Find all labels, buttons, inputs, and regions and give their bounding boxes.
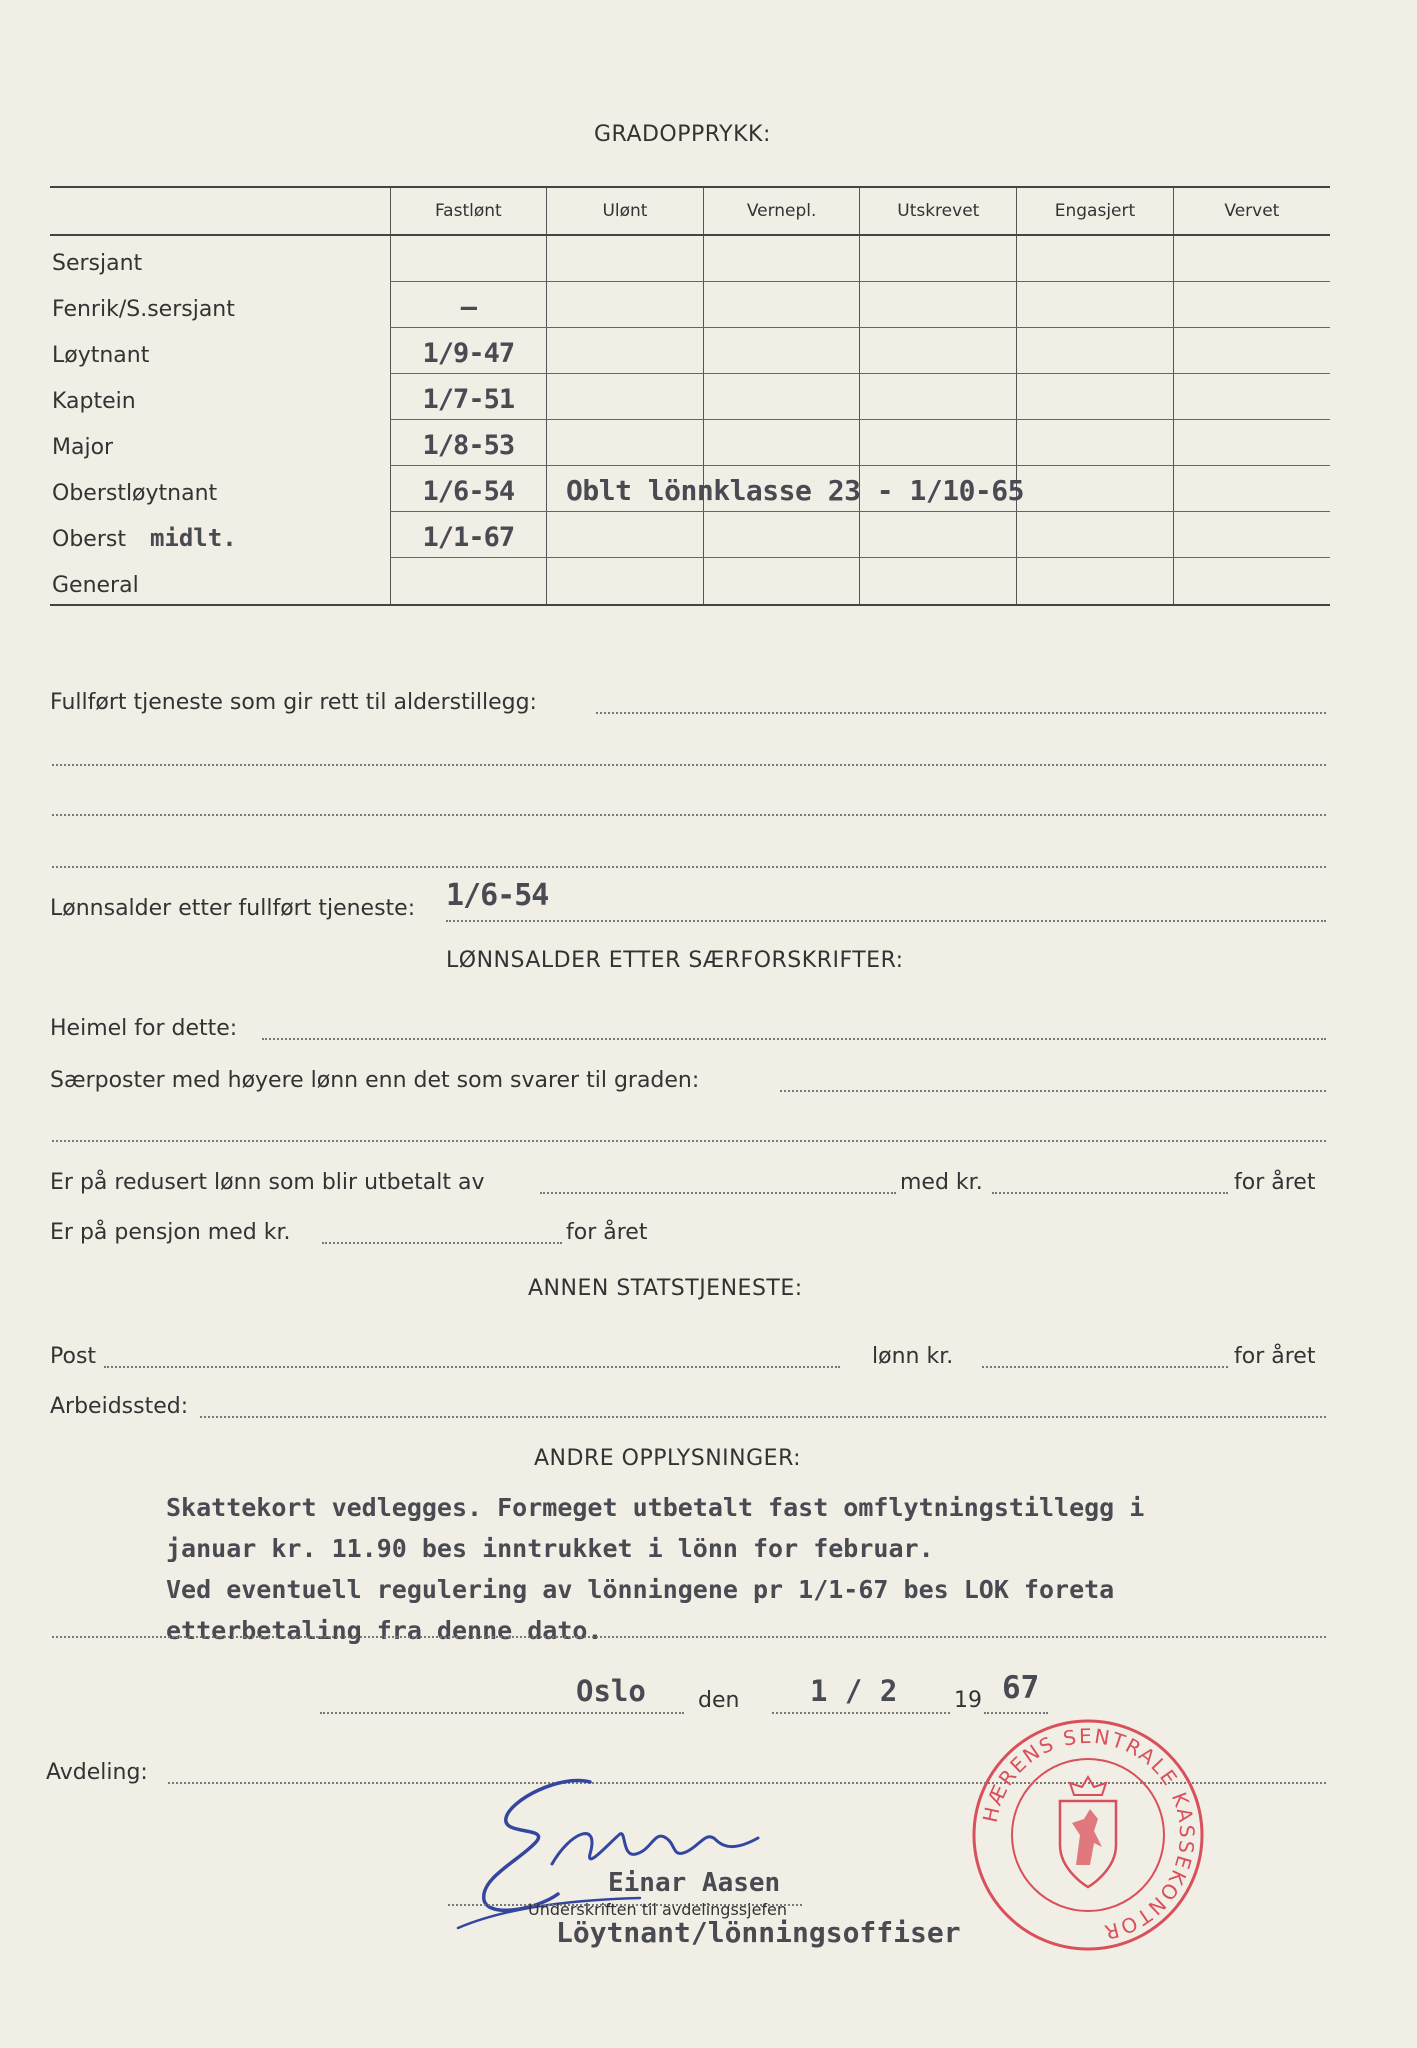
fullfort-line-2 [52,764,1326,766]
andre-line: etterbetaling fra denne dato. [166,1616,603,1645]
fastlont-date [391,277,547,281]
fastlont-date: 1/7-51 [422,384,515,415]
table-row [50,420,1330,466]
column-header: Ulønt [547,187,704,235]
date-den: den [698,1688,740,1713]
pensjon-for: for året [566,1220,648,1245]
avdeling-label: Avdeling: [46,1760,148,1785]
lonnsalder-label: Lønnsalder etter fullført tjeneste: [50,896,416,921]
column-header: Utskrevet [860,187,1017,235]
svg-text:HÆRENS SENTRALE KASSEKONTOR: HÆRENS SENTRALE KASSEKONTOR [977,1723,1200,1945]
fullfort-line-4 [52,866,1326,868]
header-blank [50,187,390,235]
redusert-label: Er på redusert lønn som blir utbetalt av [50,1170,485,1195]
post-for: for året [1234,1344,1316,1369]
table-row [50,558,1330,606]
rank-label: Sersjant [52,250,143,276]
redusert-line [540,1192,896,1194]
post-lonn: lønn kr. [872,1344,954,1369]
fastlont-date: 1/9-47 [422,338,515,369]
arbeidssted-line [200,1416,1326,1418]
saerposter-label: Særposter med høyere lønn enn det som svarer til graden: [50,1068,700,1093]
rank-label: Kaptein [52,388,136,414]
redusert-amount-line [992,1192,1228,1194]
sarforskrifter-heading: LØNNSALDER ETTER SÆRFORSKRIFTER: [446,948,904,973]
day-month-line [772,1712,950,1714]
andre-line-rule [52,1636,1326,1638]
statstjeneste-heading: ANNEN STATSTJENESTE: [528,1276,803,1301]
post-label: Post [50,1344,97,1369]
pensjon-label: Er på pensjon med kr. [50,1220,291,1245]
post-line [104,1366,840,1368]
heimel-line [262,1038,1326,1040]
rank-label: Major [52,434,114,460]
fullfort-label: Fullført tjeneste som gir rett til alderstillegg: [50,690,537,715]
fastlont-date: 1/6-54 [422,476,515,507]
rank-label: Løytnant [52,342,150,368]
rank-label: Fenrik/S.sersjant [52,296,235,322]
rank-label: Oberstløytnant [52,480,218,506]
andre-line: januar kr. 11.90 bes inntrukket i lönn for februar. [166,1534,934,1563]
saerposter-line [780,1090,1326,1092]
heimel-label: Heimel for dette: [50,1016,238,1041]
table-row [50,328,1330,374]
table-row [50,282,1330,328]
column-header: Engasjert [1017,187,1174,235]
year-line [984,1712,1048,1714]
date-place: Oslo [576,1674,646,1708]
andre-line: Ved eventuell regulering av lönningene pr 1/1-67 bes LOK foreta [166,1575,1115,1604]
pensjon-line [322,1242,562,1244]
redusert-med: med kr. [900,1170,983,1195]
post-lonn-line [982,1366,1228,1368]
grade-heading: GRADOPPRYKK: [594,122,771,147]
lonnsalder-value: 1/6-54 [446,878,549,913]
table-row [50,374,1330,420]
fullfort-line [596,712,1326,714]
rank-label: General [52,573,139,598]
signer-name: Einar Aasen [608,1868,781,1898]
date-century: 19 [954,1688,982,1713]
redusert-for: for året [1234,1170,1316,1195]
fastlont-date: 1/1-67 [422,522,515,553]
signature-caption: Underskriften til avdelingssjefen [528,1900,788,1919]
column-header: Vervet [1173,187,1330,235]
table-row [50,512,1330,558]
fastlont-date [391,600,547,604]
fullfort-line-3 [52,814,1326,816]
fastlont-date: – [460,292,476,323]
rank-label: Oberst [52,526,126,552]
place-line [320,1712,684,1714]
column-header: Vernepl. [703,187,860,235]
grade-table [50,186,1330,606]
grade-table-header [50,187,1330,235]
office-stamp [968,1715,1208,1955]
date-day-month: 1 / 2 [810,1674,898,1708]
fastlont-date: 1/8-53 [422,430,515,461]
table-row [50,235,1330,282]
signer-title: Löytnant/lönningsoffiser [556,1916,961,1949]
saerposter-line-2 [52,1140,1326,1142]
rank-note: midlt. [149,523,237,552]
arbeidssted-label: Arbeidssted: [50,1394,189,1419]
lonnsalder-line [446,920,1326,922]
andre-line: Skattekort vedlegges. Formeget utbetalt fast omflytningstillegg i [166,1493,1145,1522]
date-year: 67 [1002,1670,1040,1706]
andre-heading: ANDRE OPPLYSNINGER: [534,1446,802,1471]
oberstloytnant-note: Oblt lönnklasse 23 - 1/10-65 [566,474,1025,507]
column-header: Fastlønt [390,187,547,235]
